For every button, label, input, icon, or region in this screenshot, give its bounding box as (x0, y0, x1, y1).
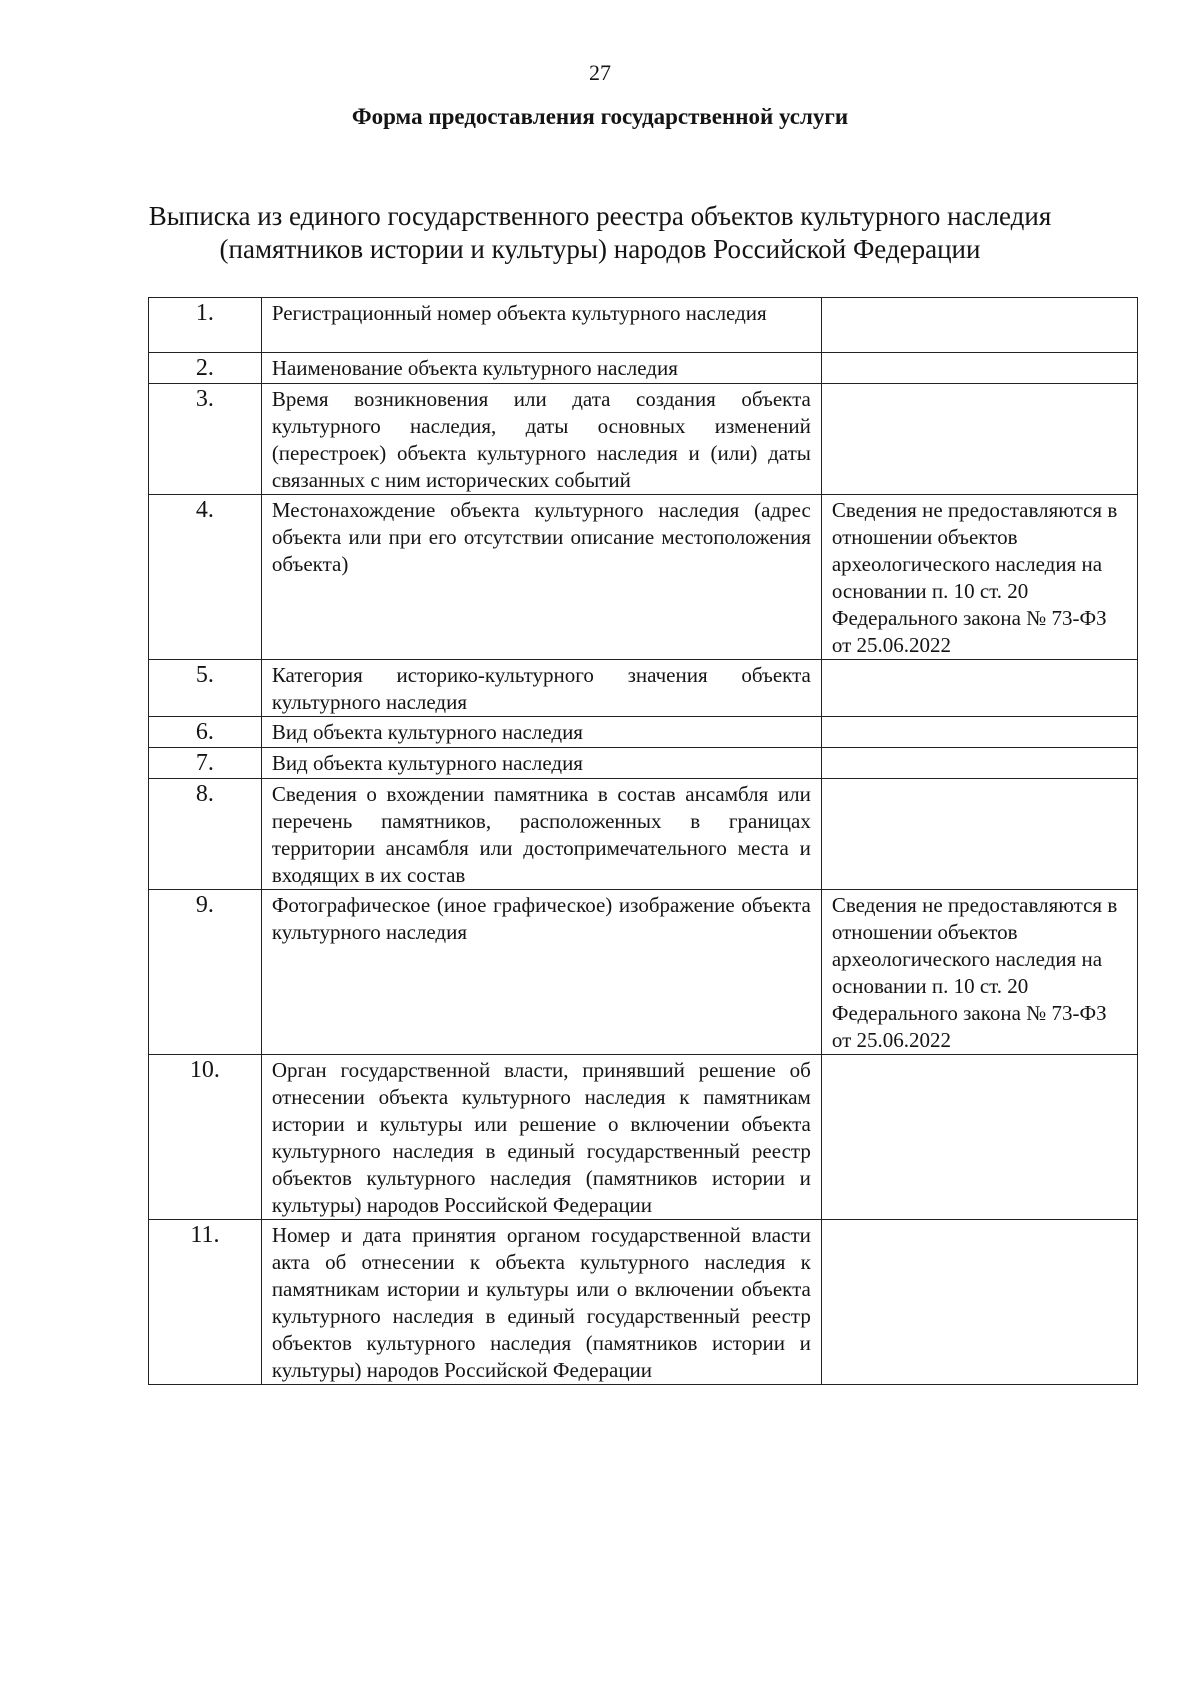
row-label: Фотографическое (иное графическое) изображение объекта культурного наследия (261, 890, 821, 1055)
table-row (149, 717, 1138, 748)
form-title: Форма предоставления государственной услуги (351, 104, 849, 129)
table-row (149, 495, 1138, 660)
row-label: Категория историко-культурного значения объекта культурного наследия (261, 660, 821, 717)
table-row (149, 298, 1138, 353)
row-number: 1. (149, 298, 262, 353)
document-title-line-1: Выписка из единого государственного реестра объектов культурного наследия (148, 201, 1052, 231)
page-number: 27 (589, 60, 611, 85)
table-row (149, 353, 1138, 384)
row-number: 9. (149, 890, 262, 1055)
row-value (821, 298, 1137, 353)
row-label: Сведения о вхождении памятника в состав ансамбля или перечень памятников, расположенных в границах территории ансамбля или достопримечательного места и входящих в их состав (261, 779, 821, 890)
row-number: 6. (149, 717, 262, 748)
row-label: Орган государственной власти, принявший решение об отнесении объекта культурного наследия к памятникам истории и культуры или решение о включении объекта культурного наследия в единый государственный реестр объектов культурного наследия (памятников истории и культуры) народов Российской Федерации (261, 1055, 821, 1220)
row-label: Местонахождение объекта культурного наследия (адрес объекта или при его отсутствии описание местоположения объекта) (261, 495, 821, 660)
row-value (821, 717, 1137, 748)
row-number: 11. (149, 1220, 262, 1385)
row-number: 10. (149, 1055, 262, 1220)
document-title (0, 200, 1200, 266)
registry-extract-table (148, 297, 1138, 1385)
document-title-line-2: (памятников истории и культуры) народов Российской Федерации (219, 234, 981, 264)
table-row (149, 779, 1138, 890)
row-label: Регистрационный номер объекта культурного наследия (261, 298, 821, 353)
row-number: 2. (149, 353, 262, 384)
row-value (821, 779, 1137, 890)
row-label: Вид объекта культурного наследия (261, 717, 821, 748)
row-label: Номер и дата принятия органом государственной власти акта об отнесении к объекта культурного наследия к памятникам истории и культуры или о включении объекта культурного наследия в единый государственный реестр объектов культурного наследия (памятников истории и культуры) народов Российской Федерации (261, 1220, 821, 1385)
row-value (821, 748, 1137, 779)
row-number: 5. (149, 660, 262, 717)
row-label: Наименование объекта культурного наследия (261, 353, 821, 384)
table-row (149, 1055, 1138, 1220)
row-label: Время возникновения или дата создания объекта культурного наследия, даты основных изменений (перестроек) объекта культурного наследия и (или) даты связанных с ним исторических событий (261, 384, 821, 495)
row-label: Вид объекта культурного наследия (261, 748, 821, 779)
row-number: 3. (149, 384, 262, 495)
row-value (821, 1220, 1137, 1385)
table-row (149, 660, 1138, 717)
row-value (821, 353, 1137, 384)
row-value: Сведения не предоставляются в отношении объектов археологического наследия на основании п. 10 ст. 20 Федерального закона № 73-ФЗ от 25.06.2022 (821, 495, 1137, 660)
row-value (821, 1055, 1137, 1220)
row-value: Сведения не предоставляются в отношении объектов археологического наследия на основании п. 10 ст. 20 Федерального закона № 73-ФЗ от 25.06.2022 (821, 890, 1137, 1055)
table-row (149, 748, 1138, 779)
row-number: 8. (149, 779, 262, 890)
row-number: 4. (149, 495, 262, 660)
row-value (821, 660, 1137, 717)
row-value (821, 384, 1137, 495)
table-row (149, 890, 1138, 1055)
table-row (149, 1220, 1138, 1385)
row-number: 7. (149, 748, 262, 779)
table-row (149, 384, 1138, 495)
